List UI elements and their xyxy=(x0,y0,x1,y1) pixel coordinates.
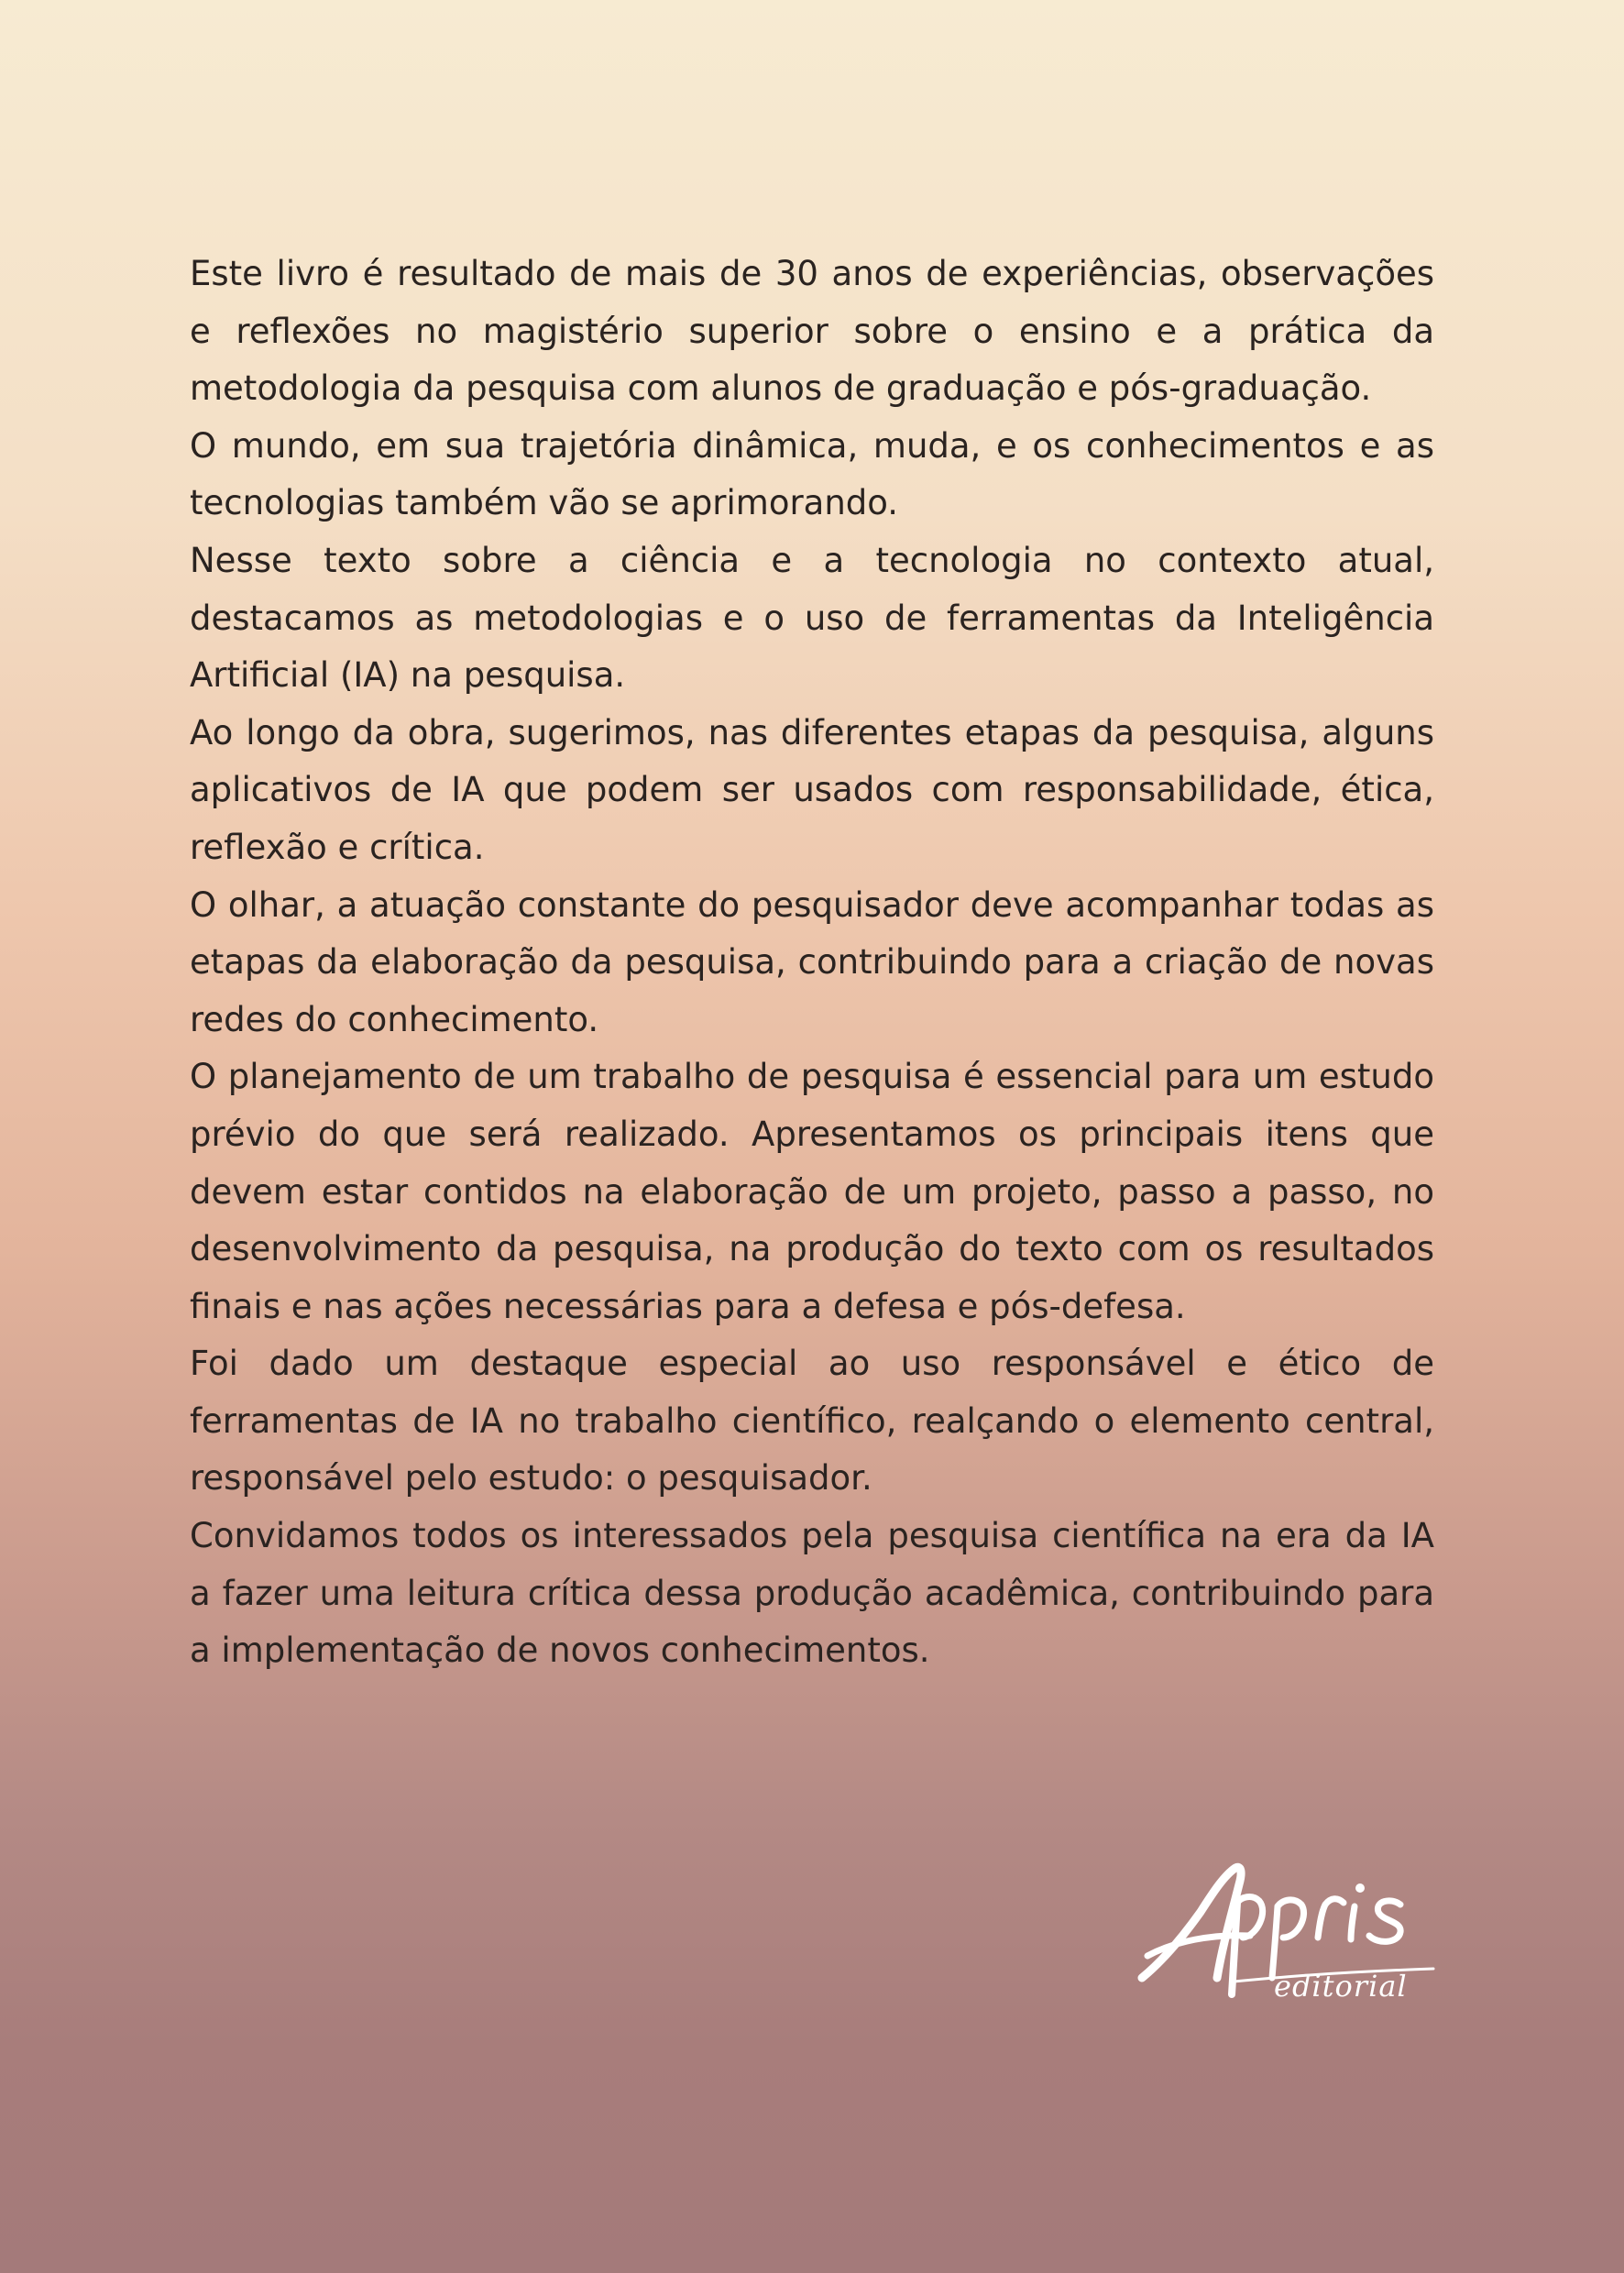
paragraph: Foi dado um destaque especial ao uso responsável e ético de ferramentas de IA no trabalho científico, realçando o elemento central, responsável pelo estudo: o pesquisador. xyxy=(190,1344,1434,1499)
paragraph: Nesse texto sobre a ciência e a tecnologia no contexto atual, destacamos as metodologias e o uso de ferramentas da Inteligência Artificial (IA) na pesquisa. xyxy=(190,540,1434,696)
paragraph: Convidamos todos os interessados pela pesquisa científica na era da IA a fazer uma leitura crítica dessa produção acadêmica, contribuindo para a implementação de novos conhecimentos. xyxy=(190,1516,1434,1671)
paragraph: O mundo, em sua trajetória dinâmica, muda, e os conhecimentos e as tecnologias também vão se aprimorando. xyxy=(190,425,1434,523)
appris-editorial-logo xyxy=(1135,1861,1446,2007)
paragraph: O olhar, a atuação constante do pesquisador deve acompanhar todas as etapas da elaboração da pesquisa, contribuindo para a criação de novas redes do conhecimento. xyxy=(190,884,1434,1039)
paragraph: O planejamento de um trabalho de pesquisa é essencial para um estudo prévio do que será realizado. Apresentamos os principais itens que devem estar contidos na elaboração de um projeto, passo a passo, no desenvolvimento da pesquisa, na produção do texto com os resultados finais e nas ações necessárias para a defesa e pós-defesa. xyxy=(190,1057,1434,1326)
paragraph: Este livro é resultado de mais de 30 anos de experiências, observações e reflexões no magistério superior sobre o ensino e a prática da metodologia da pesquisa com alunos de graduação e pós-graduação. xyxy=(190,254,1434,409)
back-cover-text xyxy=(190,246,1434,1680)
logo-subtitle: editorial xyxy=(1274,1969,1408,2004)
paragraph: Ao longo da obra, sugerimos, nas diferentes etapas da pesquisa, alguns aplicativos de IA que podem ser usados com responsabilidade, ética, reflexão e crítica. xyxy=(190,712,1434,867)
